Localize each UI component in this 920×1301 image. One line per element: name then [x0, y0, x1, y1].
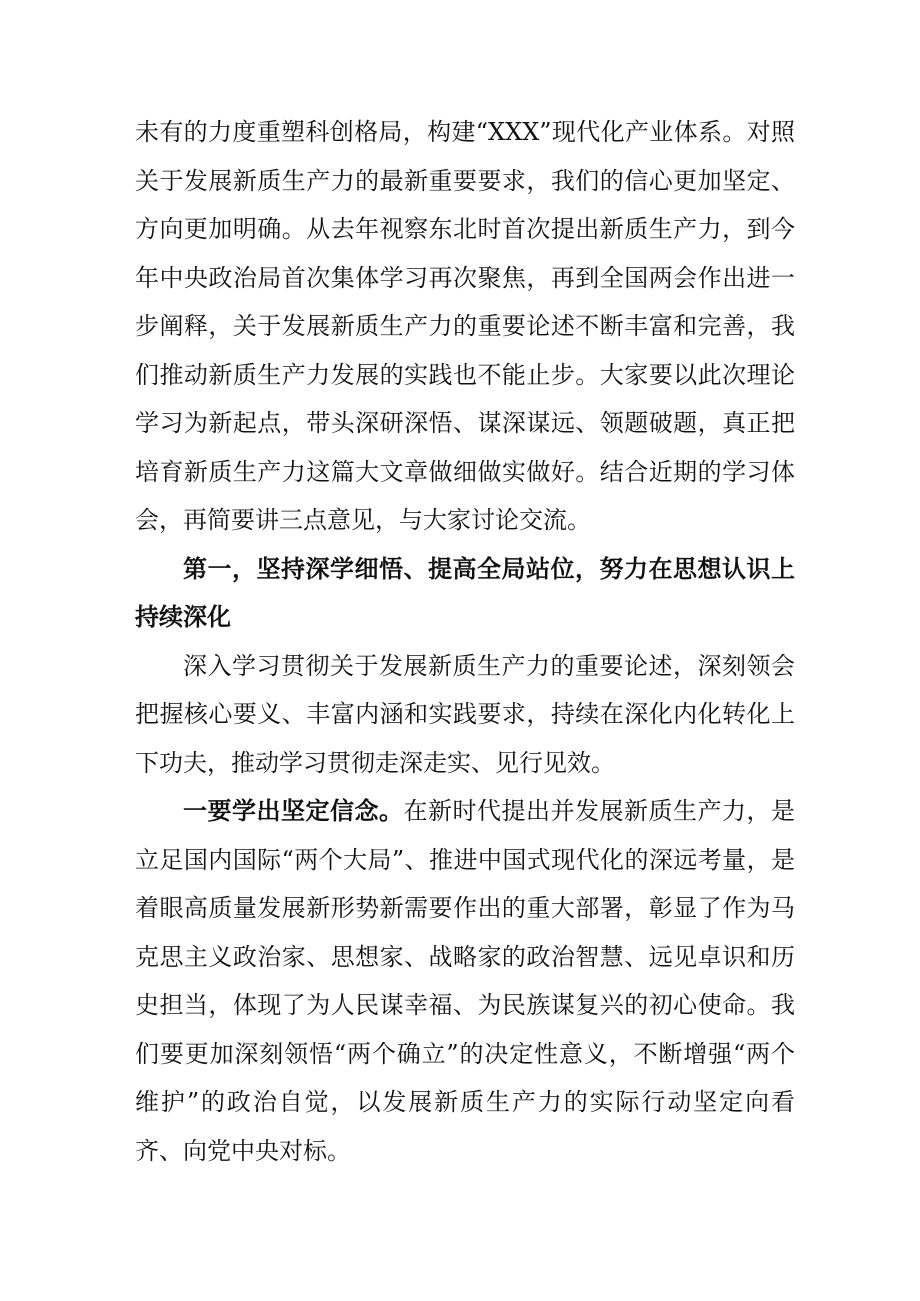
- section-heading-first: 第一，坚持深学细悟、提高全局站位，努力在思想认识上持续深化: [135, 554, 795, 631]
- point-one-lead: 一要学出坚定信念。: [183, 797, 404, 825]
- paragraph-section-intro: 深入学习贯彻关于发展新质生产力的重要论述，深刻领会把握核心要义、丰富内涵和实践要求，持续在深化内化转化上下功夫，推动学习贯彻走深走实、见行见效。: [135, 651, 795, 777]
- point-one-body: 在新时代提出并发展新质生产力，是立足国内国际“两个大局”、推进中国式现代化的深远考量，是着眼高质量发展新形势新需要作出的重大部署，彰显了作为马克思主义政治家、思想家、战略家的政治智慧、远见卓识和历史担当，体现了为人民谋幸福、为民族谋复兴的初心使命。我们要更加深刻领悟“两个确立”的决定性意义，不断增强“两个维护”的政治自觉，以发展新质生产力的实际行动坚定向看齐、向党中央对标。: [135, 797, 795, 1165]
- paragraph-point-one: [135, 787, 795, 1175]
- paragraph-intro: 未有的力度重塑科创格局，构建“XXX”现代化产业体系。对照关于发展新质生产力的最新重要要求，我们的信心更加坚定、方向更加明确。从去年视察东北时首次提出新质生产力，到今年中央政治局首次集体学习再次聚焦，再到全国两会作出进一步阐释，关于发展新质生产力的重要论述不断丰富和完善，我们推动新质生产力发展的实践也不能止步。大家要以此次理论学习为新起点，带头深研深悟、谋深谋远、领题破题，真正把培育新质生产力这篇大文章做细做实做好。结合近期的学习体会，再简要讲三点意见，与大家讨论交流。: [135, 118, 795, 534]
- document-body: [135, 108, 795, 1175]
